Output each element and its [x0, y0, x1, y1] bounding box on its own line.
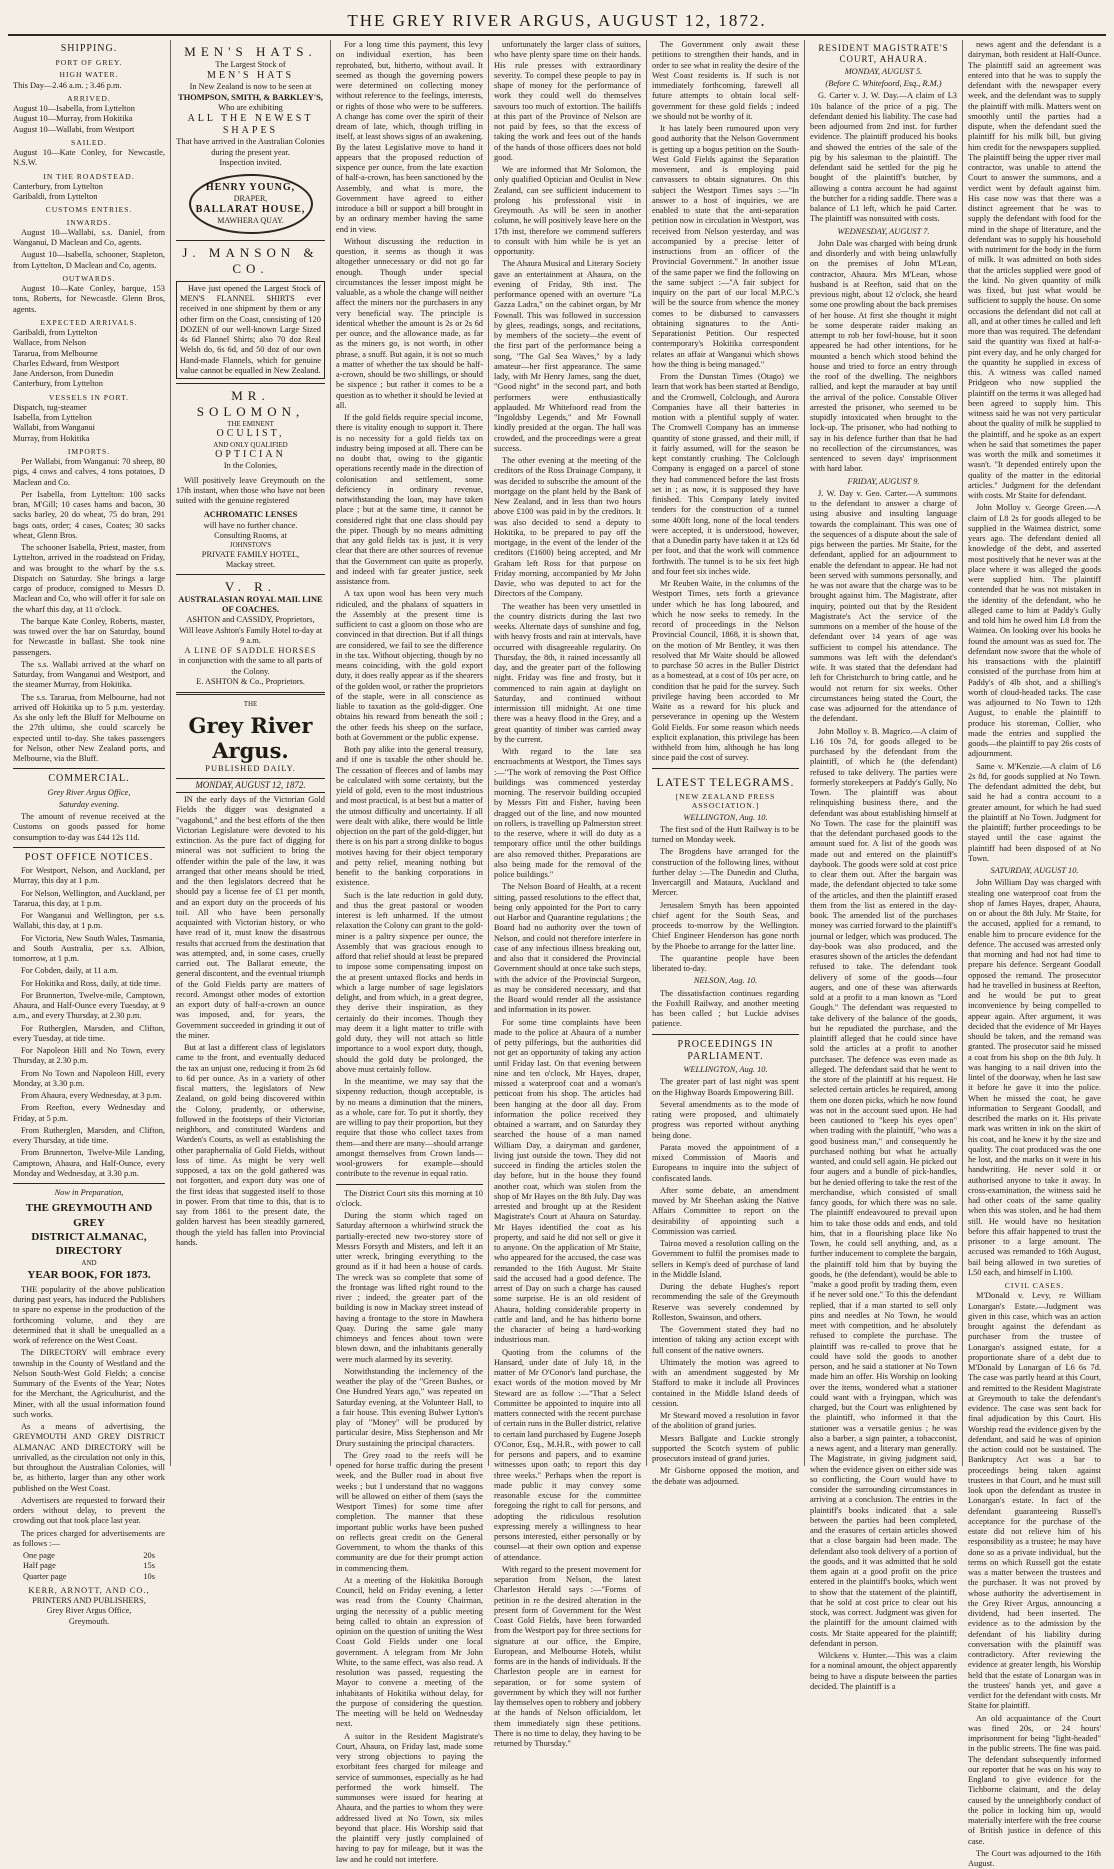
roadstead-item: Canterbury, from Lyttelton: [13, 181, 103, 191]
almanac-and: AND: [81, 1258, 97, 1267]
almanac-title: [13, 1201, 165, 1282]
oval-line: MAWHERA QUAY.: [217, 216, 284, 226]
publisher-town: Greymouth.: [68, 1616, 110, 1626]
expected-item: Tararua, from Melbourne: [13, 348, 98, 358]
inport-item: Murray, from Hokitika: [13, 433, 90, 443]
price-label: Half page: [23, 1561, 56, 1571]
port-title: PORT OF GREY.: [55, 58, 123, 68]
news-item: Notwithstanding the inclemency of the weather the play of the "Green Bushes, or One Hundred Years ago," was repeated on Saturday evening, at the Volunteer Hall, to a fair house. This evening Bulwer Lytton's play of "Money" will be produced by particular desire, Miss Stephenson and Mr Drury sustaining the principal characters.: [336, 1366, 483, 1448]
solomon-title: MR. SOLOMON,: [196, 388, 305, 419]
parliament-item: The Government stated they had no intention of taking any action except with full consent of the native owners.: [652, 1325, 799, 1355]
leader-paragraph: Both pay alike into the general treasury, and if one is taxable the other should be. The cessation of fleeces and of lambs may be calculated with some certainty, but the yield of gold, even to the most industrious and most practical, is at best but a matter of the utmost difficulty and uncertainty. If all were dealt with alike, there would be little objection on the part of the gold-digger, but there is on his part a strong dislike to bogus motives having for their object temporary and petty relief, meaning nothing but benefit to the banking corporations in existence.: [336, 745, 483, 888]
solomon-ad: [176, 388, 325, 471]
solomon-line: AND ONLY QUALIFIED: [213, 440, 288, 449]
solomon-line: PRIVATE FAMILY HOTEL,: [201, 549, 300, 559]
news-item: unfortunately the larger class of suitors, who have plenty spare time on their hands. His rule presses with extraordinary severity. To compel these people to pay in shape of money for the performance of work they could well do themselves savours too much of extortion. The bailiffs at this part of the Province of Nelson are not paid by fees, so that the excess of taking the work and fees out of the hands of the hands of those officers does not hold good.: [494, 40, 641, 162]
divider: [176, 574, 325, 575]
almanac-title-line: YEAR BOOK, FOR 1873.: [27, 1268, 151, 1281]
news-item: It has lately been rumoured upon very good authority that the Nelson Government is getting up a bogus petition on the South-West Gold Fields against the Separation movement, and is employing paid canvassers to obtain signatures. On this subject the Westport Times says :—"In answer to a host of inquiries, we are enabled to state that the anti-separation petition now in circulation in Westport, was received from Nelson yesterday, and was accompanied by a precise letter of instructions from an officer of the Provincial Government." In another issue of the same paper we find the following on the same subject :—"A fair subject for inquiry on the part of our local M.P.C.'s will be the source from whence the money comes to be disbursed to canvassers obtaining signatures to the Anti-Separationist Petition. Our respected contemporary's Hokitika correspondent relates an affair at Wanganui which shows how the thing is being managed.": [652, 124, 799, 369]
roadstead-label: IN THE ROADSTEAD.: [43, 171, 135, 181]
paper-published: PUBLISHED DAILY.: [205, 763, 296, 773]
shipping-news: The barque Kate Conley, Roberts, master, was towed over the bar on Saturday, bound for Newcastle in ballast. She took nine passengers.: [13, 616, 165, 657]
post-item: For Nelson, Wellington, and Auckland, per Tararua, this day, at 1 p.m.: [13, 888, 165, 908]
post-item: For Rutherglen, Marsden, and Clifton, every Tuesday, at tide time.: [13, 1023, 165, 1043]
inport-item: Wallabi, from Wanganui: [13, 423, 95, 433]
roadstead-item: Garibaldi, from Lyttelton: [13, 192, 98, 202]
post-item: From Ahaura, every Wednesday, at 3 p.m.: [21, 1091, 162, 1101]
news-item: Mr Reuben Waite, in the columns of the Westport Times, sets forth a grievance under which he has long laboured, and which he now seeks to remedy. In the record of proceedings in the Nelson Provincial Council, 1868, it is shown that, on the motion of Mr Bentley, it was then resolved that Mr Waite should be allowed to purchase 50 acres in the Buller District as a homestead, at a cost of 10s per acre, on condition that he paid for the survey. Such privilege having been accorded to Mr Waite as a reward for his pluck and perseverance in opening up the Western Gold Fields. For some reason which needs explicit explanation, this privilege has been withheld from him, although he has long since paid the cost of survey.: [652, 579, 799, 763]
hats-title: MEN'S HATS.: [184, 44, 317, 59]
post-item: For Cobden, daily, at 11 a.m.: [21, 966, 119, 976]
court-case: John William Day was charged with stealing one waterproof coat from the shop of James Hayes, draper, Ahaura, on or about the 8th July. Mr Staite, for the accused, applied for a remand, to enable him to procure evidence for the defence. The accused was arrested only that morning and had not had time to prepare his defence. Sergeant Goodall opposed the remand. The prosecutor had he travelled in business at Reefton, and he would be put to great inconvenience by being compelled to appear again. After argument, it was decided that the evidence of Mr Hayes should be taken, and the remand was granted. The prosecutor said he missed a coat from his shop on the 8th July. It was hanging to a nail driven into the lintel of the doorway, when he last saw it before he gave it into the police. When he missed the coat, he gave information to Sergeant Goodall, and described the marks on it. His private mark was written in ink on the skirt of his coat, and he knew it by the size and quality. The coat produced was the one he lost, and the marks on it were in his handwriting. He never sold it or authorised anyone to take it away. In cross-examination, the witness said he had other coats of the same quality when this was stolen, and he had them still. He would have no hesitation before this affair happened to trust the prisoner to a large amount. The accused was remanded to 16th August, bail being allowed in two sureties of L50 each, and himself in L100.: [968, 878, 1101, 1277]
leader-paragraph: For a long time this payment, this levy on individual exertion, has been reprobated, but, hitherto, without avail. It seemed as though the governing powers were determined on collecting money without reference to the feelings, interests, or rights of those who were to be sufferers. A change has come over the spirit of their dream of late, which, though trifling in itself, at least shows signs of an awakening. By the latest Legislative move to hand it appears that the proposed reduction of sixpence per ounce, from the late exaction of half-a-crown, has been sanctioned by the Assembly, and what is more, the Government have agreed to either introduce a bill or support a bill brought in by an ordinary member having the same end in view.: [336, 40, 483, 234]
price-label: One page: [23, 1551, 55, 1561]
court-case: John Molloy v. B. Magrico.—A claim of L16 10s 7d, for goods alleged to be purchased by the defendant from the plaintiff, of which he (the defendant) refused to take delivery. The parties were formerly storekeepers at Paddy's Gully, No Town. The plaintiff was about relinquishing business there, and the defendant was about establishing himself at No Town. The case for the plaintiff was that the defendant purchased goods to the amount sued for. A list of the goods was made out and entered on the plaintiff's daybook. The goods were sold at cost price to clear them out. After the bargain was made, the defendant objected to take some of the articles, and then the plaintiff erased them from the list as entered in the day-book. The amended list of the purchases money was carried forward to the plaintiff's journal or ledger, which was produced. The day-book was also produced, and the erasures shown of the articles the defendant refused to take. The defendant took delivery of some of the goods—four augers, and one of these was afterwards sold at a profit to a man known as "Lord Gough." The defendant was requested to take delivery of the balance of the goods, but he repudiated the purchase, and the plaintiff alleged that he could since have sold the articles at a profit to another purchaser. The defence was even made as alleged. The defendant said that he went to the store of the plaintiff at his request. He selected certain articles he required, among them one dozen picks, which he now found was not in the account sued upon. He had been cautioned to "keep his eyes open" when trading with the plaintiff, "who was a good business man," and consequently he purchased nothing but what he actually wanted, and could sell again. He picked out four augers and a bundle of pick-handles, but he denied offering to take the rest of the merchandise, which consisted of small fancy goods, for which there was no sale. The plaintiff endeavoured to prevail upon him to take those odds and ends, and told him, that in a flourishing place like No Town, he could sell anything, and, as a further inducement to complete the bargain, the plaintiff told him that by buying the goods, he (the defendant), would be able to "make a good profit by trading them, even if he never sold one." To this the defendant replied, that if a man started to sell only pins and needles at No Town, he would meet with competition, and he absolutely refused to complete the purchase. The plaintiff was re-called to prove that he could have sold the goods to another person, and he said a stationer at No Town made him an offer. His Worship on looking over the items, wondered what a stationer could want with a fryingpan, which was charged, but the Court was enlightened by the plaintiff, who informed it that the stationer was a versatile genius ; he was also a barber, a sign painter, a tobacconist, a news agent, and a literary man generally. The Magistrate, in giving judgment said, when the evidence given on either side was so conflicting, the Court would have to consider the surrounding circumstances in arriving at a conclusion. The entries in the plaintiff's books indicated that a sale between the parties had been completed, and the erasures of certain articles showed that a close bargain had been made. The defendant also took delivery of a portion of the goods, and it was admitted that he sold them again at a good profit on the price entered in the plaintiff's books, which went to show that the statement of the plaintiff, that he sold at cost price to clear out his stock, was correct. Judgment was given for the plaintiff for the amount claimed with costs. Mr Staite appeared for the plaintiff; defendant in person.: [810, 726, 957, 1648]
shipping-news: The s.s. Tararua, from Melbourne, had not arrived off Hokitika up to 5 p.m. yesterday. As she only left the Bluff for Melbourne on the 27th ultimo, she could scarcely be expected until to-day. She takes passengers for Nelson, other New Zealand ports, and Melbourne, via the Bluff.: [13, 692, 165, 764]
parliament-item: Tairoa moved a resolution calling on the Government to fulfil the promises made to sellers in Kemp's deed of purchase of land in the Middle Island.: [652, 1239, 799, 1279]
parliament-title: PROCEEDINGS IN PARLIAMENT.: [677, 1038, 774, 1062]
arrived-item: August 10—Isabella, from Lyttelton: [13, 104, 135, 114]
paper-date: MONDAY, AUGUST 12, 1872.: [176, 778, 325, 793]
court-case: news agent and the defendant is a dairyman, both resident at Half-Ounce. The plaintiff said an agreement was entered into that he was to supply the defendant with the newspaper every week, and the defendant was to supply the plaintiff with milk. Matters went on smoothly until the parties had a dispute, when the defendant sued the plaintiff for his milk bill, but giving him credit for the newspapers supplied. The plaintiff being the upper river mail contractor, was unable to attend the Court to answer the summons, and a verdict went by default against him. His case now was that there was a distinct agreement that he was to supply the defendant with food for the mind in the shape of literature, and the defendant was to supply his household with nutriment for the body in the form of milk. It was admitted on both sides that the articles supplied were good of the kind. No given quantity of milk was fixed, but just what would be sufficient to supply the house. On some occasions the defendant did not call at all, and at other times he called and left more than was required. The defendant said the quantity was fixed at half-a-pint every day, and he only charged for the quantity he supplied in excess of this. A witness was called named Pridgeon who now supplied the plaintiff on the terms it was alleged had been agreed to supply him. This witness said he was not very particular about the quality of milk he supplied to the plaintiff, and he spoke as an expert when he said that sometimes the paper was worth the milk and sometimes it wasn't. "It depended entirely upon the quality of the matter in the editorial articles." Judgment for the defendant with costs. Mr Staite for defendant.: [968, 40, 1101, 500]
divider: [13, 768, 165, 769]
news-item: The weather has been very unsettled in the country districts during the last two weeks. Alternate days of sunshine and fog, with heavy frosts and rain at intervals, have occurred with disagreeable regularity. On Thursday, the 8th, it rained incessantly all day, and the greater part of the following night. Friday was fine and frosty, but it commenced to rain again at daylight on Saturday, and continued without intermission till midnight. At one time there was a heavy flood in the Grey, and a great quantity of timber was carried away by the current.: [494, 601, 641, 744]
publisher-office: Grey River Argus Office,: [46, 1606, 132, 1616]
court-case: G. Carter v. J. W. Day.—A claim of L3 10s balance of the price of a pig. The defendant denied his liability. The case had been adjourned from 2nd inst. for further evidence. The plaintiff produced his books and showed the entries of the sale of the pig by his salesman to the plaintiff. The defendant said he settled for the pig he bought of the plaintiff's butcher, by allowing a contra account he had against the butcher for a riding saddle. There was a balance of L1 left, which he paid Carter. The plaintiff was nonsuited with costs.: [810, 91, 957, 224]
imports-label: IMPORTS.: [67, 446, 111, 456]
leader-paragraph: In the meantime, we may say that the sixpenny reduction, though acceptable, is by no means a diminution that the miners, as a whole, care for. To put it shortly, they are willing to pay their proportion, but they require that those who collect taxes from them—and there are many—should arrange amongst themselves from Crown lands—wool-growers for example—should contribute to the revenue in equal ratio.: [336, 1077, 483, 1179]
paper-the: THE: [243, 700, 258, 709]
divider: [176, 692, 325, 695]
price-row: [13, 1551, 165, 1561]
almanac-text: The prices charged for advertisements are as follows :—: [13, 1528, 165, 1548]
parliament-item: Messrs Ballgate and Luckie strongly supported the Scotch system of public prosecutors instead of grand juries.: [652, 1433, 799, 1463]
arrived-item: August 10—Wallabi, from Westport: [13, 124, 135, 134]
price-row: [13, 1572, 165, 1582]
oval-line: DRAPER,: [233, 194, 268, 204]
news-item: The Government only await these petitions to strengthen their hands, and in order to see what in reality the desire of the West Coast residents is. If such is not immediately forthcoming, farewell all future attempts to obtain local self-government for these gold fields ; indeed we should not be worthy of it.: [652, 40, 799, 121]
paper-title-block: [176, 700, 325, 774]
vr-title: V. R.: [224, 579, 277, 595]
masthead: [8, 6, 1106, 36]
almanac-text: The DIRECTORY will embrace every township in the County of Westland and the Nelson South-West Gold Fields; a concise Summary of the Events of the Year; Notes for the Merchant, the Agriculturist, and the Miner, with all the usual information found such works.: [13, 1348, 165, 1419]
solomon-line: Mackay street.: [225, 559, 276, 569]
hats-line: In New Zealand is now to be seen at: [189, 82, 312, 92]
solomon-line: will have no further chance.: [203, 520, 298, 530]
mail-line: Will leave Ashton's Family Hotel to-day at 9 a.m.: [178, 625, 323, 645]
telegram-dateline: WELLINGTON, Aug. 10.: [683, 812, 768, 822]
telegram-item: The Brogdens have arranged for the construction of the following lines, without further delay :—The Dunedin and Clutha, Invercargill and Mataura, Auckland and Mercer.: [652, 847, 799, 898]
paper-logo: Grey River Argus.: [188, 712, 313, 764]
news-item: From the Dunstan Times (Otago) we learn that work has been started at Bendigo, and the Cromwell, Colclough, and Aurora Companies have all their batteries in motion with a plentiful supply of water. The Cromwell Company has an immense quantity of stone grassed, and their mill, if it fairly assumed, will for the season be kept constantly crushing. The Colclough Company is engaged on a parcel of stone they had commenced before the last frosts set in ; as now, it is supposed they have finished. This Company lately invited tenders for the construction of a tunnel some 400ft long, none of the local tenders were accepted, it is understood, however, that a Dunedin party have taken it at 12s 6d per foot, and that the work will commence forthwith. The tunnel is to be six feet high and four feet six inches wide.: [652, 372, 799, 576]
columns: [8, 40, 1106, 1868]
court-case: An old acquaintance of the Court was fined 20s, or 24 hours' imprisonment for being "light-headed" in the public streets. The fine was paid. The defendant subsequently informed our reporter that he was on his way to England to give evidence for the Tichborne claimant, and the delay caused by the unneighborly conduct of the police in locking him up, would materially interfere with the free course of British justice in defence of this case.: [968, 1713, 1101, 1846]
oval-line: HENRY YOUNG,: [205, 182, 296, 194]
expected-item: Wallace, from Nelson: [13, 338, 87, 348]
court-dateline: MONDAY, AUGUST 5.: [844, 66, 923, 76]
commercial-title: COMMERCIAL.: [48, 773, 130, 785]
leader-paragraph: But at last a different class of legislators came to the front, and eventually deduced the tax an unjust one, reducing it from 2s 6d to 6d per ounce. As in a variety of other fiscal matters, the legislators of New Zealand, on gold being discovered within the Colony, prudently, or otherwise, followed in the footsteps of their Victorian neighbors, and constituted Wardens and Warden's Courts, as well as establishing the other paraphernalia of Gold Fields, without loss of time. As might be very well supposed, a tax on the gold gathered was not forgotten, and export duty was one of the first ideas that suggested itself to those in power. From that time to this, that is to say from 1861 to the present date, the golden harvest has been steadily garnered, though the yield has fallen into Provincial hands.: [176, 1043, 325, 1247]
outwards-label: OUTWARDS.: [62, 273, 116, 283]
divider: [176, 383, 325, 384]
parliament-item: Mr Gisborne opposed the motion, and the debate was adjourned.: [652, 1466, 799, 1486]
manson-title: J. MANSON & CO.: [182, 245, 319, 277]
solomon-line: Consulting Rooms, at: [214, 530, 287, 540]
news-item: The other evening at the meeting of the creditors of the Ross Drainage Company, it was decided to subscribe the amount of the mortgage on the plant held by the Bank of New Zealand, and in less than two hours above £100 was paid in by the creditors. It was also decided to send a deputy to Hokitika, to be prepared to pay off the mortgage, in the event of the lender of the creditors (£1600) being accepted, and Mr Graham left Ross for that purpose on Friday morning, accompanied by Mr John Davie, who was deputed to act for the Directors of the Company.: [494, 456, 641, 599]
news-item: With regard to the present movement for separation from Nelson, the latest Charleston Herald says :—"Forms of petition in re the desired alteration in the present form of Government for the West Coast Gold Fields, have been forwarded from the Westport pay for three sections for signature at our office, the Empire, European, and Melbourne Hotels, whilst forms are in the hands of individuals. If the Charleston people are in earnest for separation, or for some system of government by which they will not further lay themselves open to robbery and jobbery at the hands of Nelson officialdom, let them immediately sign these petitions. There is no time to delay, they having to be returned by Thursday.": [494, 1564, 641, 1748]
divider: [176, 240, 325, 241]
commercial-day: Saturday evening.: [58, 799, 120, 809]
almanac-title-line: DISTRICT ALMANAC, DIRECTORY: [31, 1230, 147, 1258]
inport-item: Dispatch, tug-steamer: [13, 402, 87, 412]
solomon-line: JOHNSTON'S: [229, 541, 272, 550]
mail-line: ASHTON and CASSIDY, Proprietors,: [186, 615, 315, 625]
price-row: [13, 1561, 165, 1571]
hats-line: That have arrived in the Australian Colonies: [176, 137, 325, 147]
news-item: With regard to the late sea encroachments at Westport, the Times says :—"The work of removing the Post Office buildings was commenced yesterday morning. The reservoir building occupied by Messrs Fitt and Fisher, having been dragged out of the line, and now mounted on rollers, is travelling up Palmerston street to the reserve, where it will do duty as a temporary office until the other buildings are also removed thither. Preparations are also being made for the removal of the police buildings.": [494, 747, 641, 879]
price-label: Quarter page: [23, 1571, 67, 1581]
court-case: John Molloy v. George Green.—A claim of L8 2s for goods alleged to be supplied in the Waimea district, some years ago. The defendant denied all knowledge of the debt, and asserted most positively that he never was at the place where it was alleged the goods were supplied him. The plaintiff contended that he was not mistaken in the identity of the defendant, who he alleged came to him at Paddy's Gully and told him he owed him L8 from the Waimea. On looking over his books he found the amount was as sued for. The defendant now swore that the whole of his transactions with the plaintiff consisted of the purchase from him at Paddy's of 4lb shot, and a shilling's worth of cloud-headed tacks. The case was adjourned to No Town to 12th August, to enable the plaintiff to produce his storeman, Collier, who made the entries and supplied the goods—the plaintiff to pay 26s costs of adjournment.: [968, 503, 1101, 759]
price-value: 15s: [143, 1561, 155, 1571]
court-dateline: WEDNESDAY, AUGUST 7.: [837, 226, 930, 236]
leader-paragraph: If the gold fields require special income, there is vitality enough to support it. There is no necessity for a gold fields tax on industry being imposed at all. There can be no doubt that, owing to the gigantic operations recently made in the direction of colonisation and settlement, some deficiency in ordinary revenue, notwithstanding the loan, may have taken place ; but at the same time, it cannot be considered right that one class should pay the piper. Though by no means admitting that any gold fields tax is just, it is very clear that there are other sources of revenue that the Government can quite as properly, and indeed with far greater justice, seek assistance from.: [336, 413, 483, 586]
news-item: A suitor in the Resident Magistrate's Court, Ahaura, on Friday last, made some very strong objections to paying the exorbitant fees charged for mileage and service of summonses, especially as he had performed the work himself. The summonses were issued for hearing at Ahaura, and the parties to whom they were addressed lived at No Town, six miles beyond that place. His Worship said that the plaintiff very justly complained of having to pay for mileage, but it was the law and he could not interfere.: [336, 1731, 483, 1864]
post-item: For Napoleon Hill and No Town, every Thursday, at 2.30 p.m.: [13, 1046, 165, 1066]
hats-line: MEN'S HATS: [206, 70, 295, 82]
hats-line: during the present year.: [211, 147, 290, 157]
expected-item: Garibaldi, from Lyttelton: [13, 328, 98, 338]
news-item: The District Court sits this morning at 10 o'clock.: [336, 1188, 483, 1208]
column-court: [805, 40, 963, 1691]
parliament-item: The greater part of last night was spent on the Highway Boards Empowering Bill.: [652, 1077, 799, 1097]
hats-line: Who are exhibiting: [218, 102, 283, 112]
court-case: Same v. M'Kenzie.—A claim of L6 2s 8d, for goods supplied at No Town. The defendant admitted the debt, but said he had a contra account to a greater amount, for which he had sued the plaintiff at No Town. Judgment for the plaintiff; further proceedings to be stayed until the case against the plaintiff had been disposed of at No Town.: [968, 761, 1101, 863]
news-item: The Nelson Board of Health, at a recent sitting, passed resolutions to the effect that, being only appointed for the Port to carry out Harbor and Quarantine regulations ; the Board had no authority over the town of Nelson, and could not therefore interfere in case of any infectious illness breaking out, and also that it considered the Provincial Government should at once take such steps, with the advice of the Provincial Surgeon, as may be considered necessary, and that the Board would render all the assistance and information in its power.: [494, 882, 641, 1015]
solomon-line: THE EMINENT: [227, 419, 274, 428]
high-water: This Day—2.46 a.m. ; 3.46 p.m.: [13, 80, 122, 90]
news-item: The Ahaura Musical and Literary Society gave an entertainment at Ahaura, on the evening of Friday, 9th inst. The performance opened with an overture "La Gazza Ladra," on the cabinet organ, by Mr Fownall. This was followed in succession by glees, readings, songs, and recitations, by members of the society—the event of the first part of the performance being a song, "The Gal Sea Waves," by a lady amateur—her first appearance. The same lady, with Mr Henry James, sang the duet, "Good night" in the second part, and both performers were enthusiastically applauded. Mr Whitefoord read from the "Ingoldsby Legends," and Mr Fownall kindly presided at the organ. The hall was crowded, and the proceedings were a great success.: [494, 259, 641, 453]
divider: [652, 1034, 799, 1035]
publisher-name: KERR, ARNOTT, AND CO.,: [28, 1585, 150, 1595]
almanac-text: THE popularity of the above publication during past years, has induced the Publishers to spare no expense in the production of the forthcoming volume, and they are determined that it shall be unequalled as a work of reference on the West Coast.: [13, 1284, 165, 1346]
telegram-item: The dissatisfaction continues regarding the Foxhill Railway, and another meeting has been called ; but Luckie advises patience.: [652, 988, 799, 1029]
parliament-item: Ultimately the motion was agreed to with an amendment suggested by Mr Stafford to make it include all Provinces contained in the Middle Island deeds of cession.: [652, 1357, 799, 1408]
parliament-item: After some debate, an amendment moved by Mr Sheehan asking the Native Affairs Committee to report on the desirability of appointing such a Commission was carried.: [652, 1185, 799, 1236]
telegram-item: The quarantine people have been liberated to-day.: [652, 953, 799, 974]
court-dateline: FRIDAY, AUGUST 9.: [847, 476, 920, 486]
leader-paragraph: Such is the late reduction in gold duty, and thus the great pastoral or wooden interest is left unharmed. If the utmost relaxation the Colony can grant to the gold-miner is a paltry sixpence per ounce, the Assembly that was gracious enough to afford that relief should at least be prepared to impose some compensating impost on the at present untaxed flocks and herds in which a large number of sage legislators delight, and from which, in a great degree, they derive their inspiration, as they certainly do their incomes. Though they may deem it a light matter to trifle with gold duty, they will not attach so little importance to a wool export duty, though, should the gold duty be prolonged, the above must certainly follow.: [336, 890, 483, 1074]
post-item: For Victoria, New South Wales, Tasmania, and South Australia, per s.s. Albion, tomorrow, at 1 p.m.: [13, 933, 165, 964]
leader-paragraph: IN the early days of the Victorian Gold Fields the digger was designated a "vagabond," and the best efforts of the then Victorian Legislature were devoted to his extinction. As the pure fact of digging for mineral was not sufficient to bring the offender within the pale of the law, it was arranged that other means should be tried, and the then legislators decreed that he should pay a license fee of £1 per month, and an export duty on the proceeds of his toil. All who have been personally acquainted with Victorian history, or who have read of it, must know the disastrous results that accrued from the destination that was attempted, and, in some cases, cruelly carried out. The Ballarat emeute, the general discontent, and the eventual triumph of the Gold Fields party are matters of record. Amongst other modes of extortion an export duty of half-a-crown an ounce was imposed, and, for years, the Government succeeded in grinding it out of the miner.: [176, 795, 325, 1040]
hats-line: THOMPSON, SMITH, & BARKLEY'S,: [178, 92, 323, 102]
press-association: [NEW ZEALAND PRESS ASSOCIATION.]: [675, 792, 776, 811]
news-item: At a meeting of the Hokitika Borough Council, held on Friday evening, a letter was read from the County Chairman, urging the necessity of a public meeting being called to obtain an expression of opinion on the question of uniting the West Coast Gold Fields under one local government. A telegram from Mr John White, to the same effect, was also read. A resolution was passed, requesting the Mayor to convene a meeting of the inhabitants of Hokitika without delay, for the purpose of considering the question. The meeting will be held on Wednesday next.: [336, 1575, 483, 1729]
telegram-item: Jerusalem Smyth has been appointed chief agent for the South Seas, and proceeds to-morrow by the Wellington. Chief Engineer Henderson has gone north by the Phoebe to arrange for the latter line.: [652, 900, 799, 951]
almanac-text: Advertisers are requested to forward their orders without delay, to prevent the crowding out that took place last year.: [13, 1495, 165, 1526]
court-before: (Before C. Whitefoord, Esq., R.M.): [825, 79, 942, 89]
civil-cases-label: CIVIL CASES.: [1004, 1281, 1065, 1290]
parliament-item: Several amendments as to the mode of rating were proposed, and ultimately progress was reported without anything being done.: [652, 1099, 799, 1140]
imports-text: Per Isabella, from Lyttelton: 100 sacks bran, M'Gill; 10 cases hams and bacon, 30 sacks barley, 20 do wheat, 75 do bran, 291 bags oats, order; 4 cases, Coates; 30 sacks wheat, Glenn Bros.: [13, 489, 165, 540]
court-case: M'Donald v. Levy, re William Lonargan's Estate.—Judgment was given in this case, which was an action brought against the defendant as purchaser from the trustee of Lonargan's assigned estate, for a proportionate share of a debt due to M'Donald by Lonargan of L6 6s 7d. The case was partly heard at this Court, and remitted to the Resident Magistrate at Greymouth to take the defendant's evidence. The case was sent back for final adjudication by this Court. His Worship read the evidence given by the defendant, and said he was of opinion the action could not be sustained. The Bankruptcy Act was a bar to proceedings being taken against trustees in that Court, and he must still look upon the defendant as trustee in Lonargan's estate. In fact of the defendant guaranteeing Russell's acceptance for the purchase of the estate did not relieve him of his responsibility as a trustee; he may have done so as a private individual, but the terms on which Russell got the estate was a matter between the trustees and the purchaser. It was not proved by whose authority the advertisement in the Grey River Argus, announcing a dividend, had been inserted. The evidence as to the admission by the defendant of his liability during conversation with the plaintiff was contradictory. After reviewing the evidence at greater length, his Worship held that the estate of Lonargan was in the trustees' hands yet, and gave a verdict for the defendant with costs. Mr Staite for plaintiff.: [968, 1291, 1101, 1711]
shipping-title: SHIPPING.: [60, 43, 118, 54]
solomon-ad-bottom: [176, 510, 325, 570]
expected-item: Charles Edward, from Westport: [13, 358, 120, 368]
manson-text: Have just opened the Largest Stock of MEN'S FLANNEL SHIRTS ever received in one shipment by them or any other firm on the Coast, consisting of 120 DOZEN of our well-known Large Sized 4s 6d Flannel Shirts; also 70 doz Real Welsh do, 6s 6d, and 50 doz of our own Hand-made Flannels, which for genuine value cannot be equalled in New Zealand.: [176, 281, 325, 379]
masthead-title: THE GREY RIVER ARGUS, AUGUST 12, 1872.: [347, 11, 767, 30]
almanac-title-line: THE GREYMOUTH AND GREY: [25, 1202, 153, 1229]
solomon-line: In the Colonies,: [223, 461, 278, 471]
inport-item: Isabella, from Lyttelton: [13, 413, 92, 423]
almanac-text: As a means of advertising, the GREYMOUTH AND GREY DISTRICT ALMANAC AND DIRECTORY will be unrivalled, as the circulation not only in this, but throughout the Australian Colonies, will be, as hitherto, larger than any other work published on the West Coast.: [13, 1422, 165, 1493]
post-item: For Wanganui and Wellington, per s.s. Wallabi, this day, at 1 p.m.: [13, 911, 165, 931]
post-item: For Hokitika and Ross, daily, at tide time.: [21, 978, 161, 988]
expected-item: Canterbury, from Lyttelton: [13, 379, 103, 389]
mail-line: A LINE OF SADDLE HORSES: [184, 646, 317, 656]
shipping-news: The s.s. Wallabi arrived at the wharf on Saturday, from Wanganui and Westport, and the steamer Murray, from Hokitika.: [13, 659, 165, 690]
commercial-text: The amount of revenue received at the Customs on goods passed for home consumption to-day was £44 12s 11d.: [13, 812, 165, 842]
sailed-item: August 10—Kate Conley, for Newcastle, N.S.W.: [13, 148, 165, 168]
divider: [13, 1183, 165, 1184]
inport-label: VESSELS IN PORT.: [48, 392, 130, 402]
solomon-line: OPTICIAN: [215, 449, 286, 461]
court-title: RESIDENT MAGISTRATE'S COURT, AHAURA.: [818, 43, 949, 64]
inwards-label: INWARDS.: [66, 217, 112, 227]
high-water-label: HIGH WATER.: [59, 70, 119, 80]
mail-line: in conjunction with the same to all parts of the Colony.: [178, 656, 323, 676]
hats-line: Inspection invited.: [219, 157, 282, 167]
outwards-item: August 10—Kate Conley, barque, 153 tons, Roberts, for Newcastle. Glenn Bros, agents.: [13, 284, 165, 314]
post-title: POST OFFICE NOTICES.: [24, 851, 154, 863]
hats-ad: [176, 44, 325, 168]
mail-title: AUSTRALASIAN ROYAL MAIL LINE OF COACHES.: [178, 594, 323, 615]
telegram-dateline: NELSON, Aug. 10.: [693, 976, 758, 986]
post-item: From Rutherglen, Marsden, and Clifton, every Thursday, at tide time.: [13, 1125, 165, 1146]
parliament-item: Parata moved the appointment of a mixed Commission of Maoris and Europeans to inquire into the subject of confiscated lands.: [652, 1142, 799, 1183]
price-value: 20s: [143, 1551, 155, 1561]
commercial-office: Grey River Argus Office,: [47, 787, 131, 797]
leader-paragraph: A tax upon wool has been very much ridiculed, and the phalanx of squatters in the Assembly at the present time is sufficient to cast a gloom on those who are convinced in that direction. But if all things are considered, we fail to see the difference in the tax. Without objecting, though by no means coinciding, with the gold export duty, it does really appear as if the shearers of the golden wool, or rather the proprietors of the staple, were in all conscience as liable to taxation as the gold-digger. One obtains his reward from beneath the soil ; the other feeds his sheep on the surface, both at Government or the public expense.: [336, 589, 483, 742]
expected-item: Jane Anderson, from Dunedin: [13, 369, 114, 379]
post-item: From Reefton, every Wednesday and Friday, at 5 p.m.: [13, 1103, 165, 1123]
inwards-item: August 10—Isabella, schooner, Stapleton, from Lyttelton, D Maclean and Co, agents.: [13, 250, 165, 270]
news-item: For some time complaints have been made to the police at Ahaura of a number of petty pilferings, but the authorities did not get an opportunity of taking any action until Friday last. On that evening between nine and ten o'clock, Mr Hayes, draper, missed a waterproof coat and a woman's petticoat from his shop. The articles had been hanging at the door all day. From information the police received they obtained a warrant, and on Saturday they searched the house of a man named William Day, a dairyman and gardener, living just outside the town. They did not succeed in finding the articles stolen the day before, but in the house they found another coat, which was stolen from the shop of Mr Hayes on the 8th July. Day was arrested and brought up at the Resident Magistrate's Court at Ahaura on Saturday. Mr Hayes identified the coat as his property, and said he did not sell or give it to anyone. On the application of Mr Staite, who appeared for the accused, the case was remanded to the 16th August. Mr Staite said the accused had a good defence. The arrest of Day on such a charge has caused some surprise. He is an old resident of Ahaura, holding considerable property in cattle and land, and he has hitherto borne the character of being a hard-working industrious man.: [494, 1017, 641, 1345]
divider: [652, 768, 799, 769]
parliament-item: Mr Steward moved a resolution in favor of the abolition of grand juries.: [652, 1411, 799, 1431]
court-dateline: SATURDAY, AUGUST 10.: [990, 866, 1079, 875]
news-item: Quoting from the columns of the Hansard, under date of July 18, in the matter of Mr O'Conor's land purchase, the exact words of the motion moved by Mr Steward are as follow :—"That a Select Committee be appointed to inquire into all matters connected with the recent purchase of certain runs in the Buller district, relative to certain land purchased by Eugene Joseph O'Conor, Esq., M.H.R., with power to call for persons and papers, and to examine witnesses upon oath; to report this day three weeks." Perhaps when the report is made public it may convey some reasonable excuse for the committee foregoing the right to call for persons, and adopting the ridiculous resolution expressing merely a willingness to hear persons interested, either personally or by counsel—at their own option and expense of attendance.: [494, 1347, 641, 1562]
post-item: For Westport, Nelson, and Auckland, per Murray, this day at 1 p.m.: [13, 866, 165, 886]
court-case: J. W. Day v. Geo. Carter.—A summons to the defendant to answer a charge of using abusive and insulting language towards the complainant. This was one of the sequences of a dispute about the sale of pigs between the parties. Mr Staite, for the defendant, applied for an adjournment to enable the defendant to appear. He had not been served with summons personally, and he was not aware that the charge was to be brought against him. The Magistrate, after inquiry, pointed out that by the Resident Magistrate's Act the service of the summons on a member of the house of the defendant over 14 years of age was sufficient to compel his attendance. The summons was left with the defendant's wife. It was stated that the defendant had left for Christchurch to bring cattle, and he would not return for six weeks. Other circumstances being stated the Court, the case was adjourned for the attendance of the defendant.: [810, 488, 957, 724]
news-item: The Grey road to the reefs will be opened for horse traffic during the present week, and the Buller road in about five weeks ; but I understand that no waggons will be allowed on either of them (says the Westport Times) for some time after completion. The manner that these important public works have been pushed on reflects great credit on the General Government, to whom the thanks of this community are due for their prompt action in commencing them.: [336, 1450, 483, 1573]
imports-text: Per Wallabi, from Wanganui: 70 sheep, 80 pigs, 4 cows and calves, 4 tons potatoes, D Maclean and Co.: [13, 457, 165, 487]
column-news: [489, 40, 647, 1748]
column-ads: [171, 40, 331, 1466]
price-value: 10s: [143, 1571, 155, 1581]
solomon-text: Will positively leave Greymouth on the 17th instant, when those who have not been suited with the genuine registered: [176, 475, 325, 506]
court-case: Wilckens v. Hunter.—This was a claim for a nominal amount, the object apparently being to have a dispute between the parties decided. The plaintiff is a: [810, 1651, 957, 1691]
customs-label: CUSTOMS ENTRIES.: [45, 205, 133, 215]
shipping-news: The schooner Isabella, Priest, master, from Lyttelton, arrived in the roadstead on Friday, and was brought to the wharf by the s.s. Dispatch on Saturday. She brings a large cargo of produce, consigned to Messrs D. Maclean and Co, who will offer it for sale on the wharf this day, at 11 o'clock.: [13, 543, 165, 614]
sailed-label: SAILED.: [71, 137, 107, 147]
column-court-continued: [963, 40, 1106, 1868]
parliament-item: During the debate Hughes's report recommending the sale of the Greymouth Reserve was severely condemned by Rolleston, Swainson, and others.: [652, 1282, 799, 1322]
column-leader: [331, 40, 489, 1864]
post-item: From No Town and Napoleon Hill, every Monday, at 3.30 p.m.: [13, 1068, 165, 1088]
hats-line: The Largest Stock of: [215, 59, 286, 69]
mail-ad: [176, 579, 325, 687]
court-case: The Court was adjourned to the 16th August.: [968, 1848, 1101, 1868]
telegram-item: The first sod of the Hutt Railway is to be turned on Monday week.: [652, 824, 799, 845]
publisher-role: PRINTERS AND PUBLISHERS,: [32, 1596, 146, 1606]
column-shipping: [8, 40, 171, 1626]
news-item: During the storm which raged on Saturday afternoon a whirlwind struck the partially-erected new two-storey store of Messrs Forsyth and Misters, and left it an utter wreck, bringing everything to the ground as if it had been a house of cards. The wreck was so complete that some of the frontage was lifted right round to the river ; indeed, the greater part of the building is now in Mackay street instead of having a frontage to the store in Mawhera Quay. During the same gale many chimneys and fences about town were blown down, and the inhabitants generally were much alarmed by its severity.: [336, 1211, 483, 1364]
divider: [336, 1184, 483, 1185]
solomon-line: OCULIST,: [216, 428, 285, 440]
leader-paragraph: Without discussing the reduction in question, it seems as though it was altogether unnecessary or did not go far enough. Though under special circumstances the lesser impost might be valuable, as a whole the change will neither affect the miners nor the purchasers in any very beneficial way. The principle is identical whether the amount is 2s or 2s 6d per ounce, and the allowance made, as far as the miners go, is not worth, in other phrase, a snuff. But again, it is not so much a matter of whether the tax should be half-a-crown, should be two shillings, or should be sixpence ; but rather it comes to be a question as to whether it should be levied at all.: [336, 236, 483, 410]
almanac-prep: Now in Preparation,: [54, 1188, 124, 1198]
expected-label: EXPECTED ARRIVALS.: [40, 317, 138, 327]
draper-oval-stamp: [189, 174, 313, 234]
post-item: From Brunnerton, Twelve-Mile Landing, Camptown, Ahaura, and Half-Ounce, every Monday and Wednesday, at 3.30 p.m.: [13, 1148, 165, 1178]
telegrams-title: LATEST TELEGRAMS.: [656, 774, 795, 789]
arrived-item: August 10—Murray, from Hokitika: [13, 114, 133, 124]
inwards-item: August 10—Wallabi, s.s. Daniel, from Wanganui, D Maclean and Co, agents.: [13, 227, 165, 248]
post-item: For Brunnerton, Twelve-mile, Camptown, Ahaura, and Half-Ounce every Tuesday, at 9 a.m., and every Thursday, at 2.30 p.m.: [13, 990, 165, 1021]
oval-line: BALLARAT HOUSE,: [195, 204, 306, 216]
column-telegrams: [647, 40, 805, 1486]
publisher-block: [13, 1586, 165, 1627]
news-item: We are informed that Mr Solomon, the only qualified Optician and Oculist in New Zealand, can see sufficient inducement to prolong his professional visit in Greymouth. As will be seen in another column, he will positively leave here on the 17th inst, therefore we commend sufferers to consult with him while he is yet an opportunity.: [494, 165, 641, 256]
divider: [13, 847, 165, 848]
solomon-line: ACHROMATIC LENSES: [203, 510, 298, 520]
arrived-label: ARRIVED.: [67, 93, 111, 103]
hats-line: ALL THE NEWEST SHAPES: [187, 113, 314, 137]
parliament-dateline: WELLINGTON, Aug. 10.: [683, 1065, 768, 1074]
manson-ad: [176, 245, 325, 277]
court-case: John Dale was charged with being drunk and disorderly and with being unlawfully on the premises of John M'Lean, contractor, Ahaura. Mrs M'Lean, whose husband is at Reefton, said that on the previous night, about 12 o'clock, she heard some one prowling about the back premises of her house. At first she thought it might be some desperate raider making an attempt to rob her fowl-house, but it soon appeared he had other intentions, for he mounted a bench which stood behind the house and tried to force an entry through the roof of the dwelling. The neighbors rallied, and kept the marauder at bay until the arrival of the police. Constable Oliver arrested the prisoner, who seemed to be stupidly intoxicated when brought to the lock-up. The prisoner, who had nothing to say in his defence further than that he had no recollection of the circumstances, was sentenced to seven days' imprisonment with hard labor.: [810, 238, 957, 474]
mail-line: E. ASHTON & Co., Proprietors.: [196, 676, 305, 686]
